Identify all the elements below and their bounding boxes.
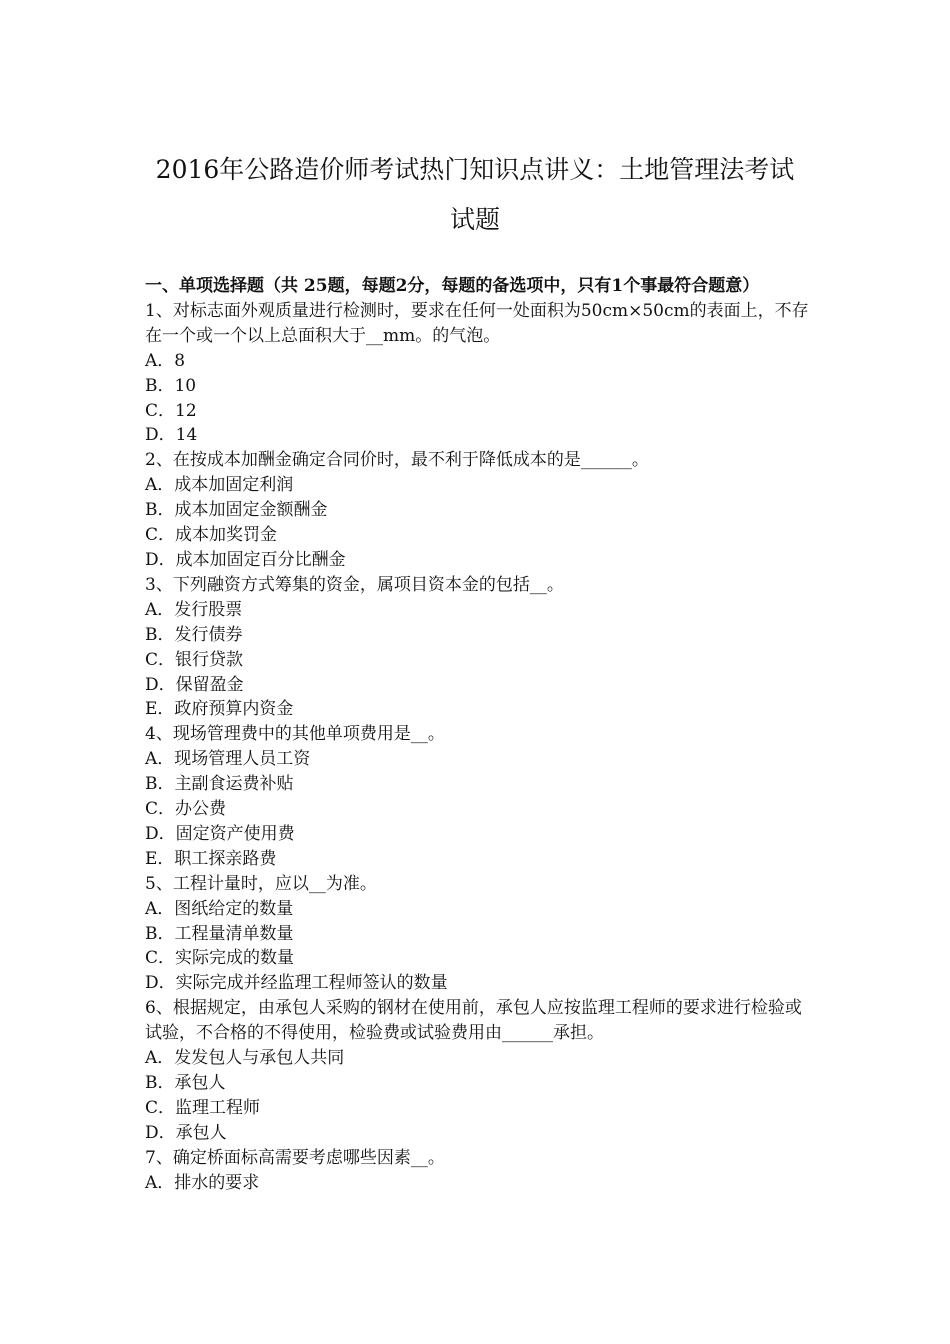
question-block [145, 448, 810, 573]
question-stem: 3、下列融资方式筹集的资金，属项目资本金的包括__。 [145, 574, 564, 595]
answer-option: A．现场管理人员工资 [145, 749, 311, 770]
answer-option: C．成本加奖罚金 [145, 525, 278, 546]
title-line-1: 2016年公路造价师考试热门知识点讲义：土地管理法考试 [155, 155, 795, 184]
answer-option: A．图纸给定的数量 [145, 898, 294, 919]
answer-option: A．排水的要求 [145, 1172, 260, 1193]
answer-option: B．主副食运费补贴 [145, 774, 294, 795]
question-block [145, 299, 810, 448]
question-block [145, 996, 810, 1145]
question-stem: 1、对标志面外观质量进行检测时，要求在任何一处面积为50cm×50cm的表面上，不存在一个或一个以上总面积大于__mm。的气泡。 [145, 300, 809, 346]
answer-option: E．职工探亲路费 [145, 848, 277, 869]
answer-option: E．政府预算内资金 [145, 699, 294, 720]
question-block [145, 1146, 810, 1196]
answer-option: B．发行债券 [145, 624, 243, 645]
question-stem: 4、现场管理费中的其他单项费用是__。 [145, 724, 445, 745]
answer-option: A．发发包人与承包人共同 [145, 1048, 345, 1069]
answer-option: C．实际完成的数量 [145, 948, 295, 969]
answer-option: D．承包人 [145, 1122, 227, 1143]
answer-option: B．承包人 [145, 1073, 226, 1093]
question-stem: 7、确定桥面标高需要考虑哪些因素__。 [145, 1147, 445, 1168]
answer-option: D．14 [145, 425, 198, 446]
answer-option: A．8 [145, 350, 186, 371]
document-title [120, 145, 830, 245]
answer-option: D．实际完成并经监理工程师签认的数量 [145, 973, 448, 994]
question-block [145, 872, 810, 997]
question-block [145, 722, 810, 871]
answer-option: C．银行贷款 [145, 649, 244, 670]
answer-option: B．成本加固定金额酬金 [145, 500, 328, 521]
question-stem: 2、在按成本加酬金确定合同价时，最不利于降低成本的是______。 [145, 450, 649, 471]
question-block [145, 573, 810, 722]
question-list [145, 299, 810, 1196]
answer-option: D．固定资产使用费 [145, 823, 295, 844]
answer-option: C．办公费 [145, 799, 227, 820]
answer-option: D．保留盈金 [145, 674, 244, 695]
answer-option: C．监理工程师 [145, 1097, 261, 1118]
section-heading: 一、单项选择题（共 25题，每题2分，每题的备选项中，只有1个事最符合题意） [145, 276, 760, 296]
question-stem: 5、工程计量时，应以__为准。 [145, 873, 377, 894]
answer-option: C．12 [145, 400, 197, 421]
question-stem: 6、根据规定，由承包人采购的钢材在使用前，承包人应按监理工程师的要求进行检验或试验，不合格的不得使用，检验费或试验费用由______承担。 [145, 998, 802, 1044]
title-line-2: 试题 [449, 205, 500, 234]
answer-option: A．成本加固定利润 [145, 475, 294, 496]
answer-option: B．工程量清单数量 [145, 923, 294, 944]
answer-option: D．成本加固定百分比酬金 [145, 549, 346, 570]
answer-option: B．10 [145, 375, 197, 396]
answer-option: A．发行股票 [145, 599, 243, 620]
document-body [145, 274, 810, 1196]
